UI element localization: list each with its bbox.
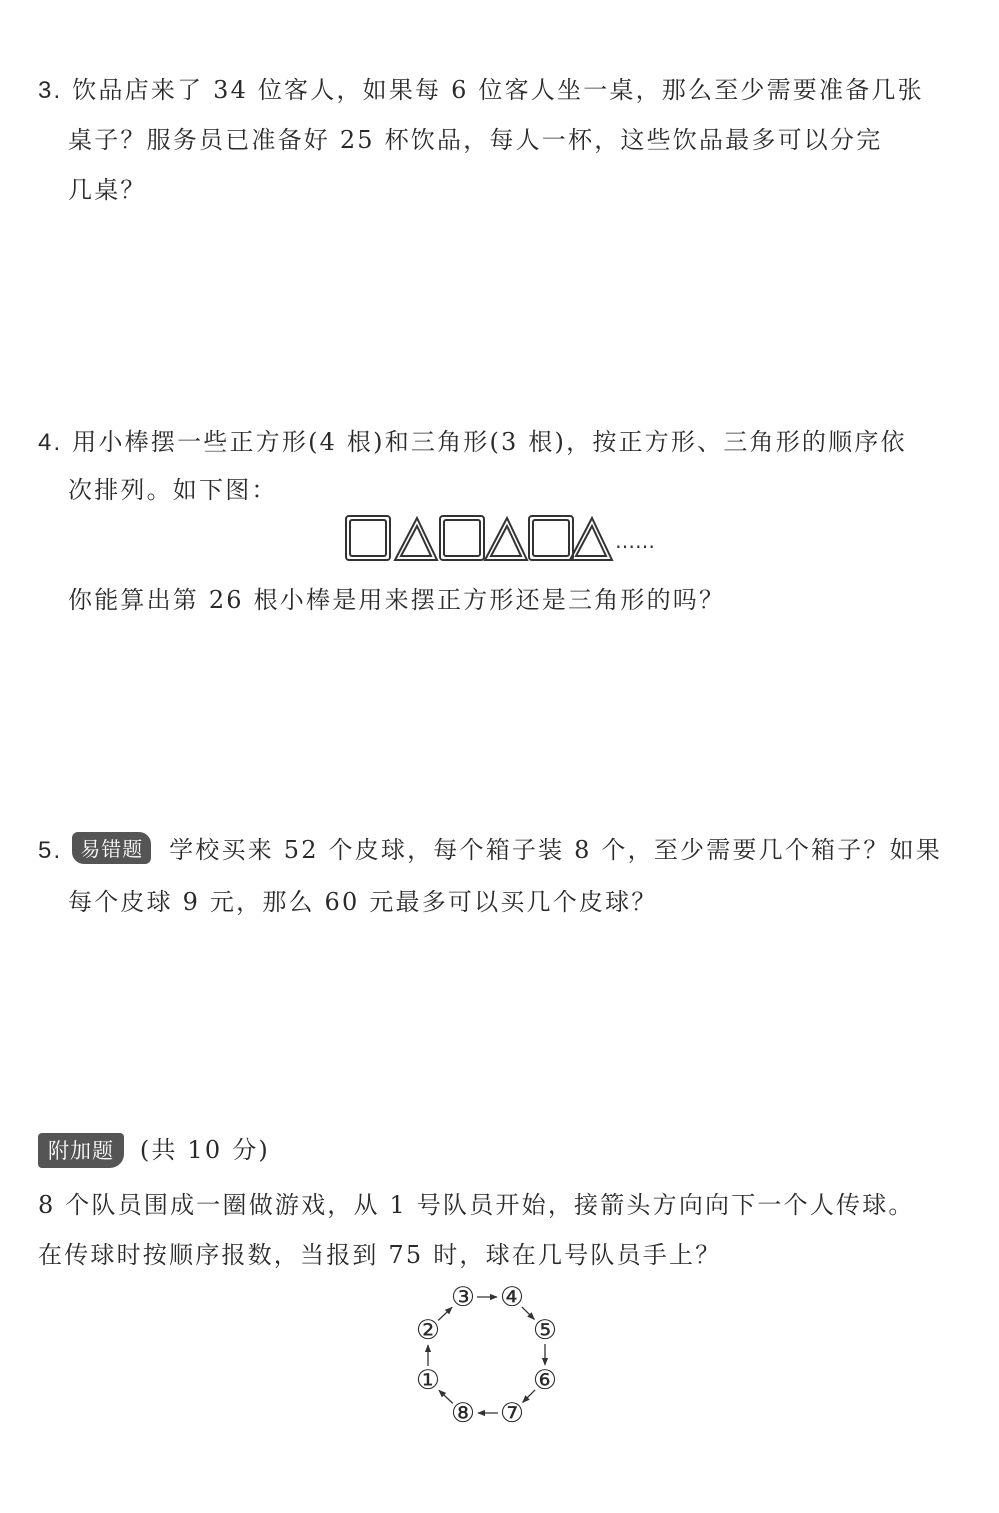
player-label: ② (415, 1315, 441, 1346)
player-label: ⑧ (450, 1398, 476, 1429)
q5-line-1 (38, 830, 942, 865)
q3-text-1: 饮品店来了 34 位客人，如果每 6 位客人坐一桌，那么至少需要准备几张 (72, 76, 924, 104)
stick-figure (340, 512, 670, 568)
bonus-line-2: 在传球时按顺序报数，当报到 75 时，球在几号队员手上？ (38, 1241, 722, 1269)
q3-number: 3. (38, 77, 63, 104)
q5-line-2: 每个皮球 9 元，那么 60 元最多可以买几个皮球？ (68, 888, 658, 916)
player-3 (451, 1282, 475, 1313)
q4-text-1: 用小棒摆一些正方形(4 根)和三角形(3 根)，按正方形、三角形的顺序依 (72, 428, 907, 456)
bonus-score: (共 10 分) (139, 1136, 270, 1164)
q3-line-1 (38, 70, 924, 105)
square-1 (346, 516, 390, 560)
player-label: ③ (450, 1282, 476, 1313)
bonus-line-1: 8 个队员围成一圈做游戏，从 1 号队员开始，接箭头方向向下一个人传球。 (38, 1191, 915, 1219)
triangle-3 (570, 518, 612, 560)
player-4 (500, 1282, 524, 1313)
player-2 (416, 1315, 440, 1346)
q3-line-2: 桌子？服务员已准备好 25 杯饮品，每人一杯，这些饮品最多可以分完 (68, 126, 883, 154)
player-label: ④ (499, 1282, 525, 1313)
bonus-badge: 附加题 (38, 1133, 124, 1168)
player-6 (533, 1365, 557, 1396)
bonus-header (38, 1130, 270, 1168)
q3-line-3: 几桌？ (68, 176, 147, 204)
player-label: ⑦ (499, 1398, 525, 1429)
circle-diagram (400, 1280, 580, 1440)
q5-number: 5. (38, 837, 63, 864)
player-8 (451, 1398, 475, 1429)
q4-question: 你能算出第 26 根小棒是用来摆正方形还是三角形的吗？ (68, 586, 726, 614)
q4-line-1 (38, 422, 907, 457)
q5-text-1: 学校买来 52 个皮球，每个箱子装 8 个，至少需要几个箱子？如果 (169, 836, 943, 864)
triangle-1 (395, 518, 437, 560)
player-label: ⑥ (532, 1365, 558, 1396)
figure-ellipsis: …… (615, 529, 655, 553)
player-label: ① (415, 1365, 441, 1396)
triangle-2 (485, 518, 527, 560)
error-prone-badge: 易错题 (72, 832, 151, 864)
player-1 (416, 1365, 440, 1396)
player-label: ⑤ (532, 1315, 558, 1346)
q4-line-2: 次排列。如下图： (68, 476, 278, 504)
player-7 (500, 1398, 524, 1429)
q4-number: 4. (38, 429, 63, 456)
square-3 (529, 516, 573, 560)
player-5 (533, 1315, 557, 1346)
square-2 (440, 516, 484, 560)
